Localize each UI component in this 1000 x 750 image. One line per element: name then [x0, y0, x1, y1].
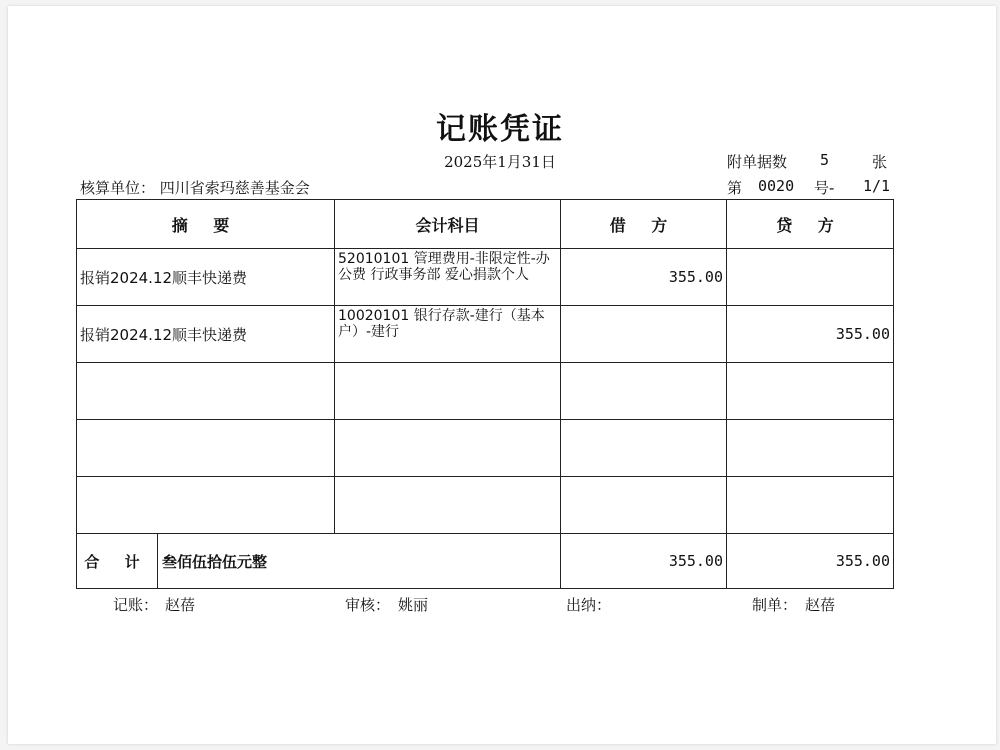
row-account — [335, 363, 561, 420]
voucher-page: 1/1 — [863, 177, 891, 195]
row-credit — [727, 249, 894, 306]
row-account: 52010101 管理费用-非限定性-办公费 行政事务部 爱心捐款个人 — [335, 249, 561, 306]
total-row — [77, 534, 894, 589]
accounting-unit: 核算单位： 四川省索玛慈善基金会 — [80, 179, 310, 197]
table-row — [77, 420, 894, 477]
voucher-number: 0020 — [758, 177, 795, 195]
voucher-number-prefix: 第 — [727, 179, 743, 197]
reviewer-name: 姚丽 — [398, 596, 429, 614]
header-credit: 贷 方 — [727, 200, 894, 249]
voucher-title: 记账凭证 — [436, 112, 564, 147]
row-summary — [77, 477, 335, 534]
row-credit — [727, 477, 894, 534]
cashier-label: 出纳： — [566, 596, 612, 614]
total-label: 合 计 — [77, 534, 158, 588]
attachments-suffix: 张 — [872, 153, 888, 171]
header-summary: 摘 要 — [77, 200, 335, 249]
bookkeeper-name: 赵蓓 — [165, 596, 196, 614]
row-debit — [561, 363, 727, 420]
table-header-row — [77, 200, 894, 249]
row-account — [335, 477, 561, 534]
row-debit: 355.00 — [561, 249, 727, 306]
maker-label: 制单： — [752, 596, 798, 614]
row-credit — [727, 363, 894, 420]
row-debit — [561, 306, 727, 363]
header-debit: 借 方 — [561, 200, 727, 249]
row-credit — [727, 420, 894, 477]
total-credit: 355.00 — [727, 534, 894, 589]
row-debit — [561, 477, 727, 534]
maker-name: 赵蓓 — [805, 596, 836, 614]
row-debit — [561, 420, 727, 477]
voucher-number-suffix: 号- — [814, 179, 835, 197]
table-row — [77, 363, 894, 420]
voucher-date: 2025年1月31日 — [444, 153, 556, 171]
row-account — [335, 420, 561, 477]
row-summary — [77, 363, 335, 420]
total-debit: 355.00 — [561, 534, 727, 589]
total-amount-words: 叁佰伍拾伍元整 — [162, 552, 268, 571]
row-credit: 355.00 — [727, 306, 894, 363]
row-account: 10020101 银行存款-建行（基本户）-建行 — [335, 306, 561, 363]
voucher-table — [76, 199, 894, 589]
total-cell — [77, 534, 561, 589]
table-row — [77, 306, 894, 363]
row-summary: 报销2024.12顺丰快递费 — [77, 306, 335, 363]
row-summary: 报销2024.12顺丰快递费 — [77, 249, 335, 306]
reviewer-label: 审核： — [345, 596, 391, 614]
row-summary — [77, 420, 335, 477]
header-account: 会计科目 — [335, 200, 561, 249]
bookkeeper-label: 记账： — [113, 596, 159, 614]
table-row — [77, 249, 894, 306]
attachments-label: 附单据数 — [727, 153, 788, 171]
attachments-count: 5 — [820, 151, 830, 169]
table-row — [77, 477, 894, 534]
